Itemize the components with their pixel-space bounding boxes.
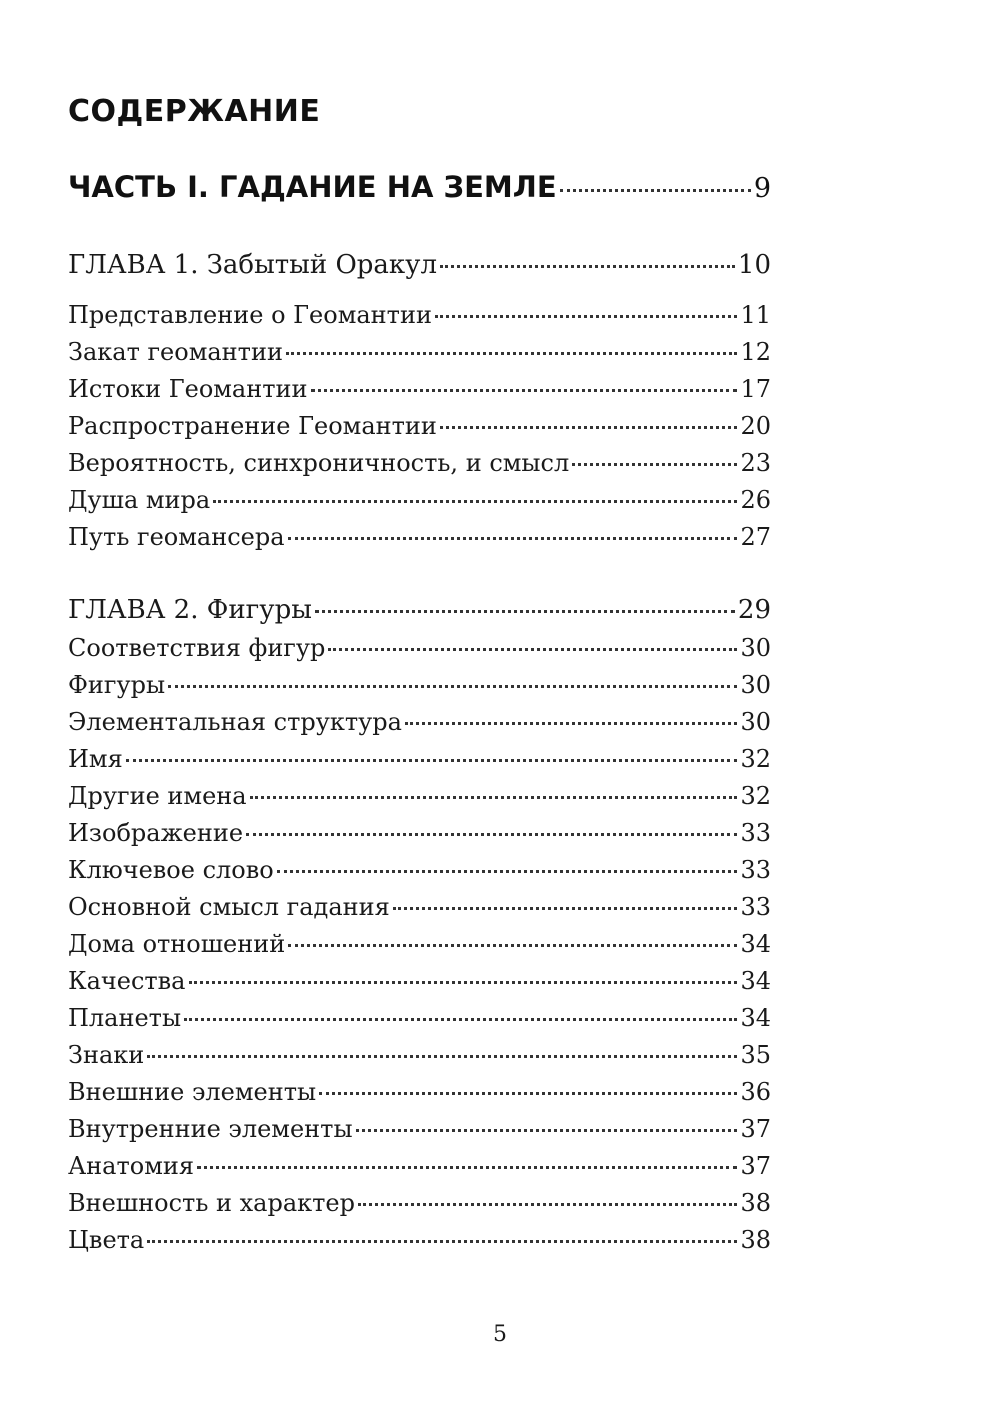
toc-entry[interactable]: [68, 301, 771, 329]
toc-entry[interactable]: [68, 782, 771, 810]
toc-entry[interactable]: [68, 819, 771, 847]
dot-leader: [440, 426, 738, 429]
entry-page-number: 34: [740, 930, 771, 958]
entry-label: Внешние элементы: [68, 1078, 317, 1106]
part-label: ЧАСТЬ I. ГАДАНИЕ НА ЗЕМЛЕ: [68, 170, 557, 204]
dot-leader: [286, 352, 738, 355]
chapter-entry[interactable]: [68, 595, 771, 625]
dot-leader: [435, 315, 738, 318]
entry-label: Распространение Геомантии: [68, 412, 437, 440]
chapter-page-number: 29: [737, 595, 771, 625]
entry-label: Знаки: [68, 1041, 145, 1069]
toc-entry[interactable]: [68, 412, 771, 440]
entry-page-number: 38: [740, 1226, 771, 1254]
dot-leader: [315, 610, 735, 613]
dot-leader: [288, 537, 738, 540]
entry-label: Основной смысл гадания: [68, 893, 390, 921]
entry-page-number: 34: [740, 1004, 771, 1032]
entry-page-number: 30: [740, 634, 771, 662]
entry-page-number: 20: [740, 412, 771, 440]
entry-label: Изображение: [68, 819, 244, 847]
dot-leader: [213, 500, 737, 503]
entry-label: Истоки Геомантии: [68, 375, 308, 403]
entry-page-number: 30: [740, 671, 771, 699]
toc-entry[interactable]: [68, 745, 771, 773]
toc-entry[interactable]: [68, 1226, 771, 1254]
entry-page-number: 33: [740, 819, 771, 847]
entry-page-number: 34: [740, 967, 771, 995]
dot-leader: [288, 944, 737, 947]
dot-leader: [168, 685, 737, 688]
dot-leader: [250, 796, 738, 799]
dot-leader: [147, 1240, 737, 1243]
dot-leader: [328, 648, 737, 651]
entry-page-number: 11: [740, 301, 771, 329]
toc-entry[interactable]: [68, 338, 771, 366]
entry-page-number: 36: [740, 1078, 771, 1106]
dot-leader: [184, 1018, 737, 1021]
dot-leader: [197, 1166, 737, 1169]
entry-page-number: 35: [740, 1041, 771, 1069]
entry-label: Путь геомансера: [68, 523, 285, 551]
toc-entry[interactable]: [68, 449, 771, 477]
dot-leader: [147, 1055, 737, 1058]
entry-page-number: 27: [740, 523, 771, 551]
entry-label: Соответствия фигур: [68, 634, 326, 662]
entry-label: Фигуры: [68, 671, 166, 699]
dot-leader: [393, 907, 738, 910]
dot-leader: [246, 833, 737, 836]
entry-page-number: 23: [740, 449, 771, 477]
chapter-label: ГЛАВА 2. Фигуры: [68, 595, 312, 625]
dot-leader: [572, 463, 737, 466]
entry-page-number: 37: [740, 1115, 771, 1143]
toc-entry[interactable]: [68, 1041, 771, 1069]
dot-leader: [405, 722, 738, 725]
toc-entry[interactable]: [68, 856, 771, 884]
toc-entry[interactable]: [68, 967, 771, 995]
entry-page-number: 37: [740, 1152, 771, 1180]
entry-page-number: 26: [740, 486, 771, 514]
part-page-number: 9: [753, 173, 771, 204]
entry-label: Цвета: [68, 1226, 145, 1254]
entry-label: Имя: [68, 745, 123, 773]
dot-leader: [319, 1092, 737, 1095]
toc-entry[interactable]: [68, 1115, 771, 1143]
toc-entry[interactable]: [68, 1004, 771, 1032]
toc-entry[interactable]: [68, 1152, 771, 1180]
dot-leader: [358, 1203, 737, 1206]
dot-leader: [440, 265, 735, 268]
part-entry[interactable]: [68, 170, 771, 204]
toc-entry[interactable]: [68, 671, 771, 699]
entry-label: Внешность и характер: [68, 1189, 355, 1217]
dot-leader: [126, 759, 738, 762]
dot-leader: [560, 189, 751, 192]
dot-leader: [311, 389, 738, 392]
entry-label: Другие имена: [68, 782, 247, 810]
entry-page-number: 17: [740, 375, 771, 403]
contents-title: СОДЕРЖАНИЕ: [68, 94, 321, 129]
toc-entry[interactable]: [68, 486, 771, 514]
entry-label: Вероятность, синхроничность, и смысл: [68, 449, 570, 477]
entry-label: Представление о Геомантии: [68, 301, 432, 329]
chapter-label: ГЛАВА 1. Забытый Оракул: [68, 250, 437, 280]
toc-entry[interactable]: [68, 1078, 771, 1106]
toc-entry[interactable]: [68, 523, 771, 551]
toc-entry[interactable]: [68, 375, 771, 403]
entry-label: Закат геомантии: [68, 338, 283, 366]
entry-page-number: 12: [740, 338, 771, 366]
toc-entry[interactable]: [68, 1189, 771, 1217]
chapter-page-number: 10: [737, 250, 771, 280]
toc-entry[interactable]: [68, 930, 771, 958]
entry-page-number: 32: [740, 745, 771, 773]
entry-label: Душа мира: [68, 486, 211, 514]
toc-entry[interactable]: [68, 708, 771, 736]
entry-label: Планеты: [68, 1004, 182, 1032]
entry-label: Качества: [68, 967, 186, 995]
dot-leader: [189, 981, 738, 984]
dot-leader: [277, 870, 738, 873]
toc-entry[interactable]: [68, 893, 771, 921]
entry-page-number: 30: [740, 708, 771, 736]
entry-page-number: 38: [740, 1189, 771, 1217]
entry-label: Анатомия: [68, 1152, 195, 1180]
chapter-entry[interactable]: [68, 250, 771, 280]
dot-leader: [356, 1129, 738, 1132]
entry-label: Элементальная структура: [68, 708, 402, 736]
entry-page-number: 33: [740, 893, 771, 921]
toc-entry[interactable]: [68, 634, 771, 662]
entry-label: Ключевое слово: [68, 856, 274, 884]
page-number: 5: [493, 1322, 507, 1347]
entry-page-number: 33: [740, 856, 771, 884]
entry-label: Дома отношений: [68, 930, 286, 958]
entry-label: Внутренние элементы: [68, 1115, 353, 1143]
entry-page-number: 32: [740, 782, 771, 810]
